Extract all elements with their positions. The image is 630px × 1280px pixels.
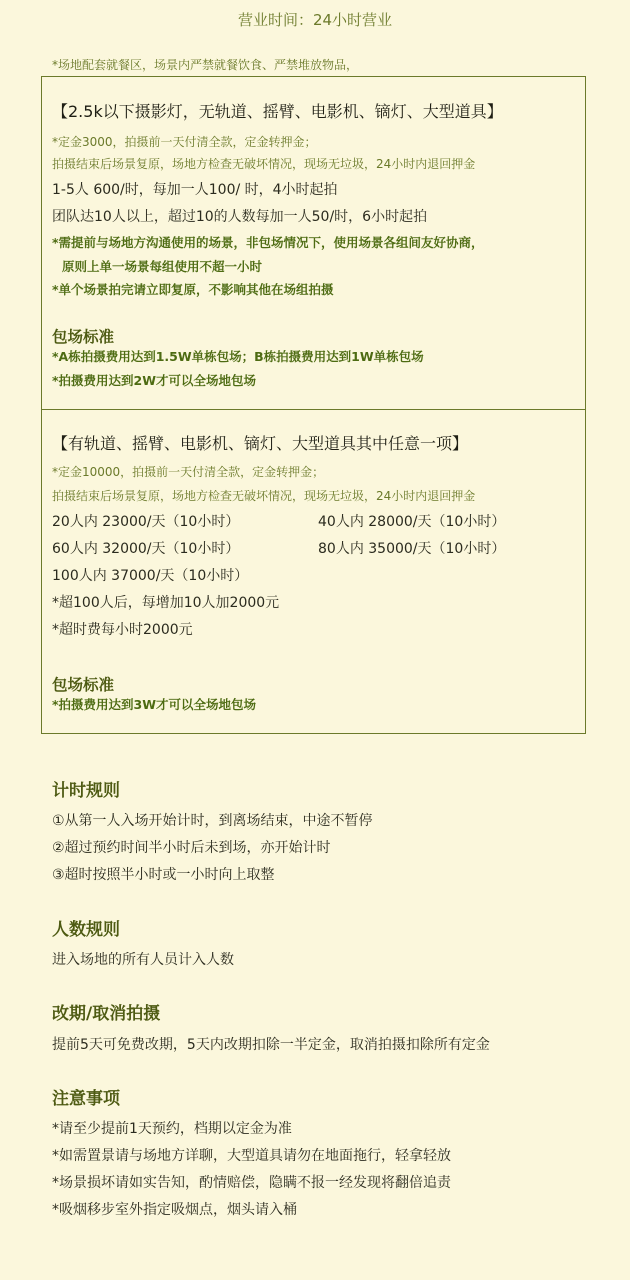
timing-rule-2: ②超过预约时间半小时后未到场，亦开始计时: [52, 840, 331, 856]
package-basic-note-1a: *需提前与场地方沟通使用的场景，非包场情况下，使用场景各组间友好协商，: [52, 235, 484, 250]
package-pro-price-40: 40人内 28000/天（10小时）: [318, 514, 506, 530]
notes-title: 注意事项: [52, 1089, 120, 1109]
package-pro-deposit: *定金10000，拍摄前一天付清全款，定金转押金；: [52, 465, 325, 479]
headcount-rule-text: 进入场地的所有人员计入人数: [52, 952, 234, 968]
timing-rules-title: 计时规则: [52, 781, 120, 801]
headcount-rules-title: 人数规则: [52, 920, 120, 940]
note-item-1: *请至少提前1天预约，档期以定金为准: [52, 1121, 292, 1137]
package-pro-price-20: 20人内 23000/天（10小时）: [52, 514, 240, 530]
note-item-2: *如需置景请与场地方详聊，大型道具请勿在地面拖行，轻拿轻放: [52, 1148, 451, 1164]
package-pro-price-100: 100人内 37000/天（10小时）: [52, 568, 249, 584]
reschedule-title: 改期/取消拍摄: [52, 1004, 161, 1024]
package-pro-extra-2: *超时费每小时2000元: [52, 622, 193, 638]
package-basic-price-1: 1-5人 600/时，每加一人100/ 时，4小时起拍: [52, 182, 338, 198]
timing-rule-1: ①从第一人入场开始计时，到离场结束，中途不暂停: [52, 813, 373, 829]
package-basic-buyout-title: 包场标准: [52, 327, 115, 346]
package-basic-box: [41, 76, 586, 410]
timing-rule-3: ③超时按照半小时或一小时向上取整: [52, 867, 275, 883]
venue-note: *场地配套就餐区，场景内严禁就餐饮食、严禁堆放物品，: [52, 58, 359, 72]
package-basic-title: 【2.5k以下摄影灯，无轨道、摇臂、电影机、镝灯、大型道具】: [52, 102, 503, 121]
package-basic-deposit: *定金3000，拍摄前一天付清全款，定金转押金；: [52, 135, 317, 149]
package-pro-extra-1: *超100人后，每增加10人加2000元: [52, 595, 280, 611]
package-basic-buyout-2: *拍摄费用达到2W才可以全场地包场: [52, 373, 257, 388]
note-item-3: *场景损坏请如实告知，酌情赔偿，隐瞒不报一经发现将翻倍追责: [52, 1175, 451, 1191]
note-item-4: *吸烟移步室外指定吸烟点，烟头请入桶: [52, 1202, 297, 1218]
package-pro-buyout-title: 包场标准: [52, 675, 115, 694]
reschedule-text: 提前5天可免费改期，5天内改期扣除一半定金，取消拍摄扣除所有定金: [52, 1037, 490, 1053]
package-basic-price-2: 团队达10人以上，超过10的人数每加一人50/时，6小时起拍: [52, 209, 428, 225]
package-basic-note-1b: 原则上单一场景每组使用不超一小时: [62, 259, 263, 274]
package-pro-price-80: 80人内 35000/天（10小时）: [318, 541, 506, 557]
package-basic-note-2: *单个场景拍完请立即复原，不影响其他在场组拍摄: [52, 282, 334, 297]
package-pro-title: 【有轨道、摇臂、电影机、镝灯、大型道具其中任意一项】: [52, 434, 469, 453]
package-basic-buyout-1: *A栋拍摄费用达到1.5W单栋包场；B栋拍摄费用达到1W单栋包场: [52, 349, 424, 364]
package-pro-box: [41, 409, 586, 734]
package-pro-buyout-1: *拍摄费用达到3W才可以全场地包场: [52, 697, 257, 712]
package-pro-price-60: 60人内 32000/天（10小时）: [52, 541, 240, 557]
package-basic-restore: 拍摄结束后场景复原，场地方检查无破坏情况，现场无垃圾，24小时内退回押金: [52, 157, 476, 171]
business-hours: 营业时间：24小时营业: [237, 11, 393, 29]
package-pro-restore: 拍摄结束后场景复原，场地方检查无破坏情况，现场无垃圾，24小时内退回押金: [52, 489, 476, 503]
